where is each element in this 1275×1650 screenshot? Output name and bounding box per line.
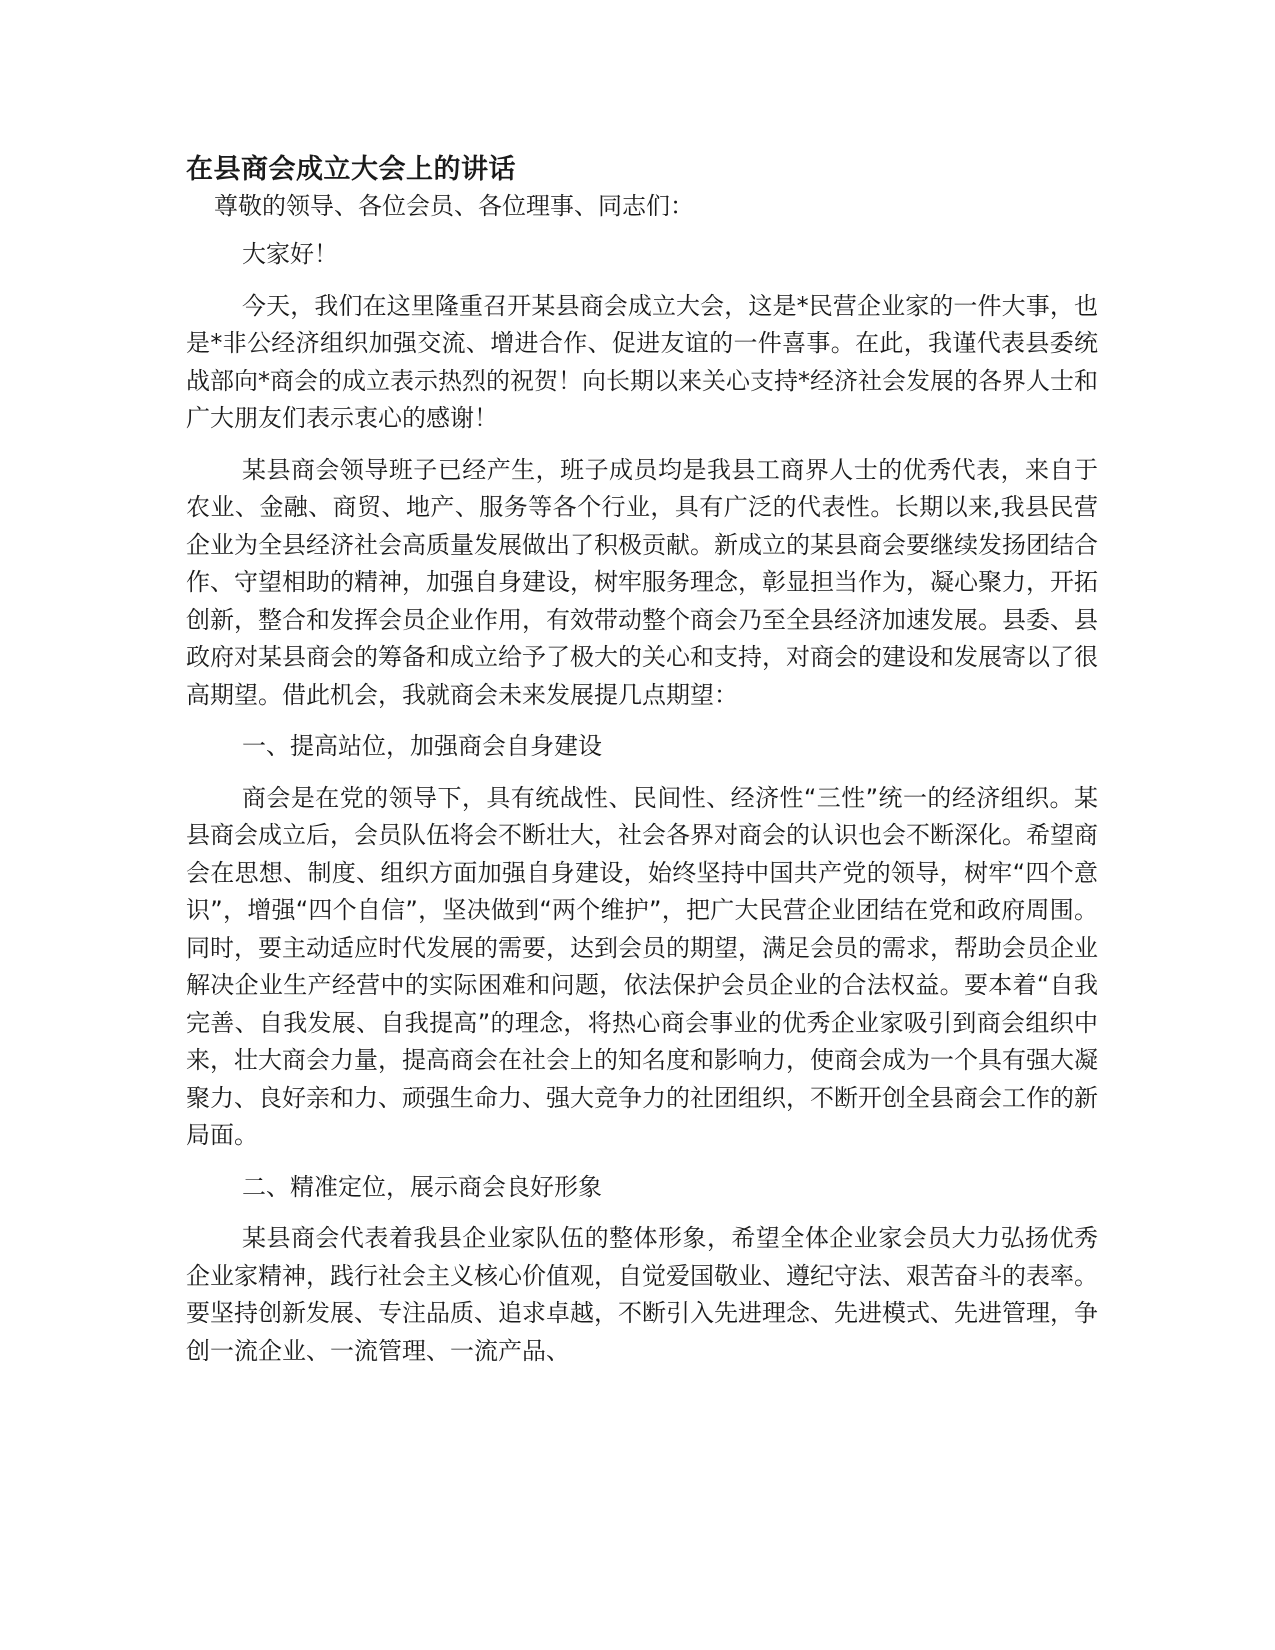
section-1-paragraph: 商会是在党的领导下，具有统战性、民间性、经济性“三性”统一的经济组织。某县商会成立后，会员队伍将会不断壮大，社会各界对商会的认识也会不断深化。希望商会在思想、制度、组织方面加强自身建设，始终坚持中国共产党的领导，树牢“四个意识”，增强“四个自信”，坚决做到“两个维护”，把广大民营企业团结在党和政府周围。同时，要主动适应时代发展的需要，达到会员的期望，满足会员的需求，帮助会员企业解决企业生产经营中的实际困难和问题，依法保护会员企业的合法权益。要本着“自我完善、自我发展、自我提高”的理念，将热心商会事业的优秀企业家吸引到商会组织中来，壮大商会力量，提高商会在社会上的知名度和影响力，使商会成为一个具有强大凝聚力、良好亲和力、顽强生命力、强大竞争力的社团组织，不断开创全县商会工作的新局面。 bbox=[186, 783, 1098, 1149]
salutation: 尊敬的领导、各位会员、各位理事、同志们： bbox=[214, 192, 694, 220]
section-2-paragraph: 某县商会代表着我县企业家队伍的整体形象，希望全体企业家会员大力弘扬优秀企业家精神，践行社会主义核心价值观，自觉爱国敬业、遵纪守法、艰苦奋斗的表率。要坚持创新发展、专注品质、追求卓越，不断引入先进理念、先进模式、先进管理，争创一流企业、一流管理、一流产品、 bbox=[186, 1224, 1098, 1365]
paragraph-opening: 今天，我们在这里隆重召开某县商会成立大会，这是*民营企业家的一件大事，也是*非公经济组织加强交流、增进合作、促进友谊的一件喜事。在此，我谨代表县委统战部向*商会的成立表示热烈的祝贺！向长期以来关心支持*经济社会发展的各界人士和广大朋友们表示衷心的感谢！ bbox=[186, 291, 1098, 432]
section-heading-2: 二、精准定位，展示商会良好形象 bbox=[242, 1172, 602, 1201]
document-title: 在县商会成立大会上的讲话 bbox=[186, 154, 516, 185]
paragraph-leadership: 某县商会领导班子已经产生，班子成员均是我县工商界人士的优秀代表，来自于农业、金融、商贸、地产、服务等各个行业，具有广泛的代表性。长期以来,我县民营企业为全县经济社会高质量发展做出了积极贡献。新成立的某县商会要继续发扬团结合作、守望相助的精神，加强自身建设，树牢服务理念，彰显担当作为，凝心聚力，开拓创新，整合和发挥会员企业作用，有效带动整个商会乃至全县经济加速发展。县委、县政府对某县商会的筹备和成立给予了极大的关心和支持，对商会的建设和发展寄以了很高期望。借此机会，我就商会未来发展提几点期望： bbox=[186, 455, 1098, 709]
greeting: 大家好！ bbox=[242, 240, 338, 268]
section-heading-1: 一、提高站位，加强商会自身建设 bbox=[242, 732, 602, 760]
document-body bbox=[186, 152, 1098, 1384]
